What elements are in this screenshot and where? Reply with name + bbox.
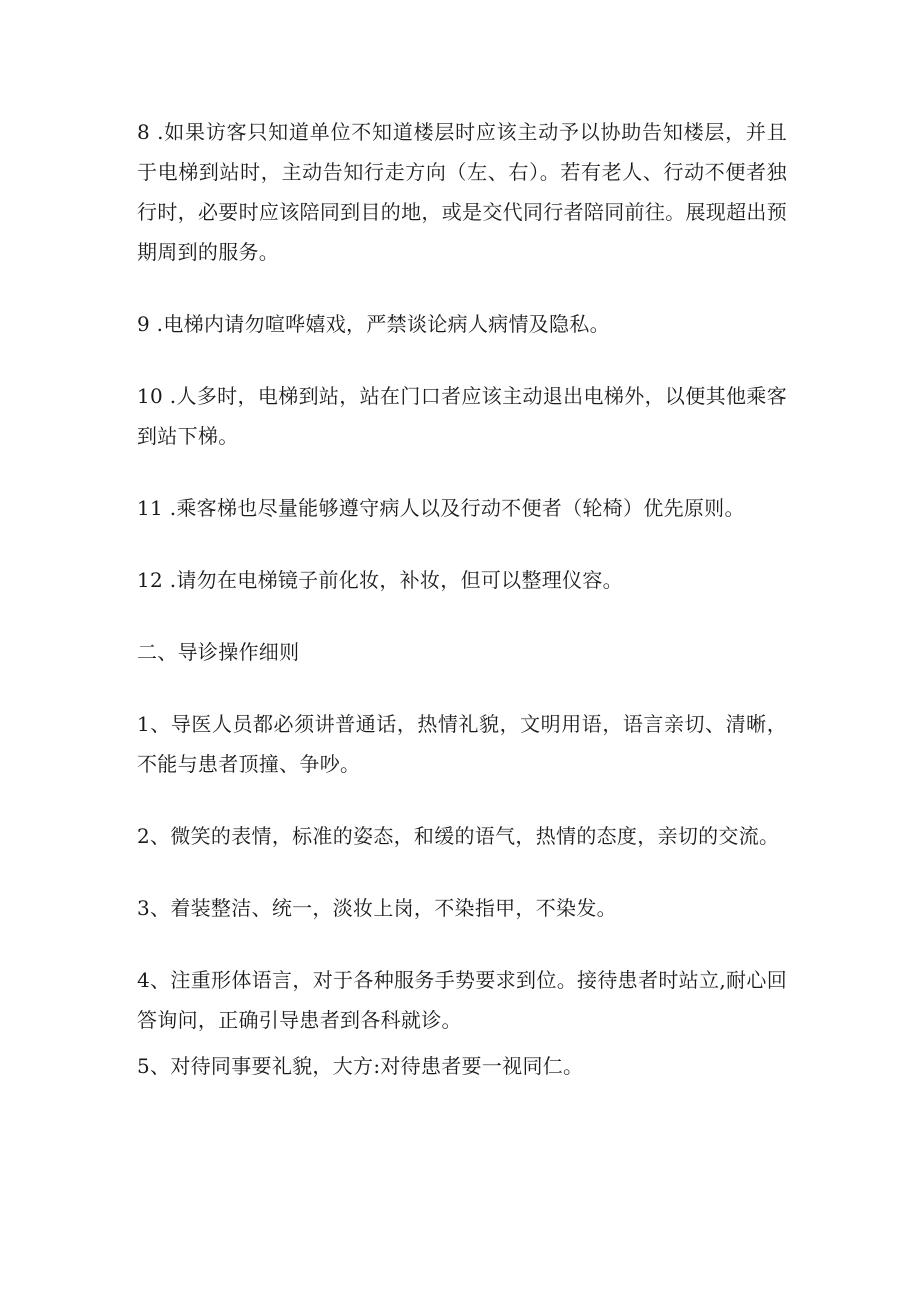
rule-1: 1、导医人员都必须讲普通话，热情礼貌，文明用语，语言亲切、清晰，不能与患者顶撞、争吵。 — [137, 712, 787, 776]
paragraph-10: 10 .人多时，电梯到站，站在门口者应该主动退出电梯外，以便其他乘客到站下梯。 — [137, 384, 787, 448]
paragraph-8: 8 .如果访客只知道单位不知道楼层时应该主动予以协助告知楼层，并且于电梯到站时，主动告知行走方向（左、右）。若有老人、行动不便者独行时，必要时应该陪同到目的地，或是交代同行者陪同前往。展现超出预期周到的服务。 — [137, 120, 787, 264]
rule-5: 5、对待同事要礼貌，大方:对待患者要一视同仁。 — [137, 1054, 584, 1078]
paragraph-9: 9 .电梯内请勿喧哗嬉戏，严禁谈论病人病情及隐私。 — [137, 312, 610, 336]
section-heading: 二、导诊操作细则 — [137, 640, 300, 664]
rule-4: 4、注重形体语言，对于各种服务手势要求到位。接待患者时站立,耐心回答询问，正确引导患者到各科就诊。 — [137, 968, 787, 1032]
paragraph-12: 12 .请勿在电梯镜子前化妆，补妆，但可以整理仪容。 — [137, 568, 623, 592]
rule-3: 3、着装整洁、统一，淡妆上岗，不染指甲，不染发。 — [137, 896, 617, 920]
document-page — [137, 112, 787, 1086]
paragraph-11: 11 .乘客梯也尽量能够遵守病人以及行动不便者（轮椅）优先原则。 — [137, 496, 745, 520]
rule-2: 2、微笑的表情，标准的姿态，和缓的语气，热情的态度，亲切的交流。 — [137, 824, 780, 848]
